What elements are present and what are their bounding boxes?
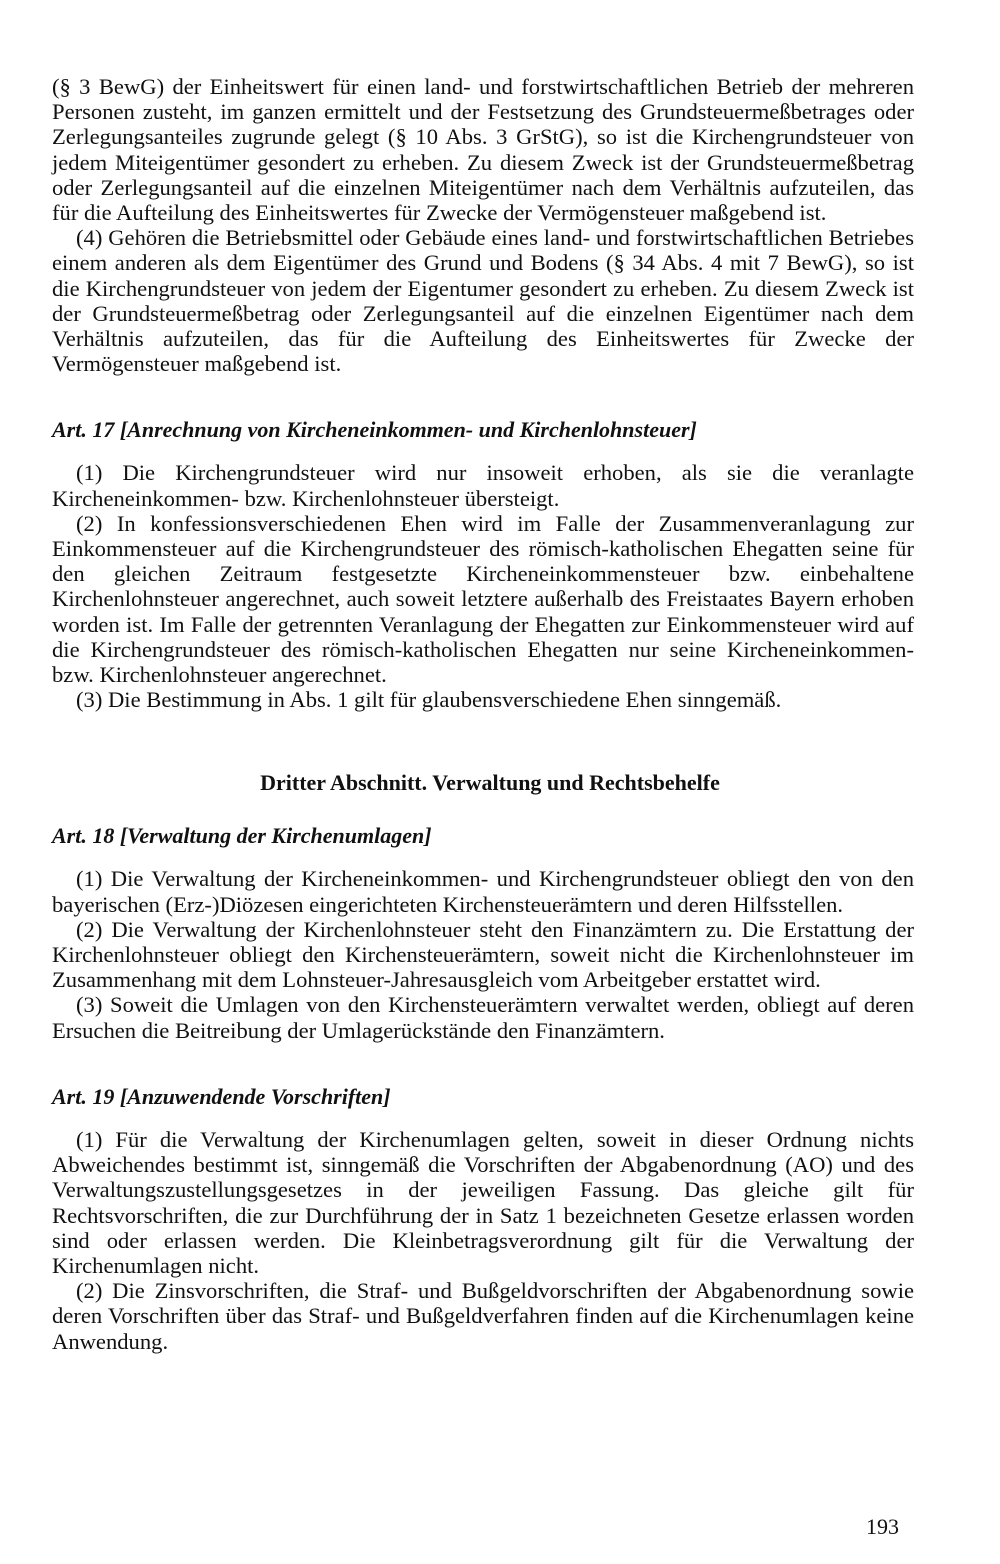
article-18-paragraph-3: (3) Soweit die Umlagen von den Kirchensteuerämtern verwaltet werden, obliegt auf deren Ersuchen die Beitreibung der Umlagerückstände den Finanzämtern. [52, 992, 914, 1043]
article-18-paragraph-1: (1) Die Verwaltung der Kircheneinkommen- und Kirchengrundsteuer obliegt den von den bayerischen (Erz-)Diözesen eingerichteten Kirchensteuerämtern und deren Hilfsstellen. [52, 866, 914, 917]
section-title: Dritter Abschnitt. Verwaltung und Rechtsbehelfe [260, 770, 720, 796]
article-19-paragraph-1: (1) Für die Verwaltung der Kirchenumlagen gelten, soweit in dieser Ordnung nichts Abweichendes bestimmt ist, sinngemäß die Vorschriften der Abgabenordnung (AO) und des Verwaltungszustellungsgesetzes in der jeweiligen Fassung. Das gleiche gilt für Rechtsvorschriften, die zur Durchführung der in Satz 1 bezeichneten Gesetze erlassen worden sind oder erlassen werden. Die Kleinbetragsverordnung gilt für die Verwaltung der Kirchenumlagen nicht. [52, 1126, 914, 1278]
paragraph-4: (4) Gehören die Betriebsmittel oder Gebäude eines land- und forstwirtschaftlichen Betriebes einem anderen als dem Eigentümer des Grund und Bodens (§ 34 Abs. 4 mit 7 BewG), so ist die Kirchengrundsteuer von jedem der Eigentumer gesondert zu erheben. Zu diesem Zweck ist der Grundsteuermeßbetrag oder Zerlegungsanteil auf die einzelnen Eigentümer nach dem Verhältnis aufzuteilen, das für die Aufteilung des Einheitswertes für Zwecke der Vermögensteuer maßgebend ist. [52, 225, 914, 377]
continuation-paragraph: (§ 3 BewG) der Einheitswert für einen land- und forstwirtschaftlichen Betrieb der mehreren Personen zusteht, im ganzen ermittelt und der Festsetzung des Grundsteuermeßbetrages oder Zerlegungsanteiles zugrunde gelegt (§ 10 Abs. 3 GrStG), so ist die Kirchengrundsteuer von jedem Miteigentümer gesondert zu erheben. Zu diesem Zweck ist der Grundsteuermeßbetrag oder Zerlegungsanteil auf die einzelnen Miteigentümer nach dem Verhältnis aufzuteilen, das für die Aufteilung des Einheitswertes für Zwecke der Vermögensteuer maßgebend ist. [52, 74, 914, 226]
article-19-heading: Art. 19 [Anzuwendende Vorschriften] [52, 1083, 391, 1109]
page-body [52, 74, 914, 1354]
page-number: 193 [866, 1514, 899, 1539]
article-17-paragraph-3: (3) Die Bestimmung in Abs. 1 gilt für glaubensverschiedene Ehen sinngemäß. [76, 687, 782, 713]
article-17-heading: Art. 17 [Anrechnung von Kircheneinkommen- und Kirchenlohnsteuer] [52, 417, 697, 443]
article-19-paragraph-2: (2) Die Zinsvorschriften, die Straf- und Bußgeldvorschriften der Abgabenordnung sowie deren Vorschriften über das Straf- und Bußgeldverfahren finden auf die Kirchenumlagen keine Anwendung. [52, 1278, 914, 1354]
article-18-paragraph-2: (2) Die Verwaltung der Kirchenlohnsteuer steht den Finanzämtern zu. Die Erstattung der Kirchenlohnsteuer obliegt den Kirchensteuerämtern, soweit nicht die Kirchenlohnsteuer im Zusammenhang mit dem Lohnsteuer-Jahresausgleich vom Arbeitgeber erstattet wird. [52, 916, 914, 993]
article-17-paragraph-1: (1) Die Kirchengrundsteuer wird nur insoweit erhoben, als sie die veranlagte Kircheneinkommen- bzw. Kirchenlohnsteuer übersteigt. [52, 460, 914, 511]
article-18-heading: Art. 18 [Verwaltung der Kirchenumlagen] [52, 823, 432, 849]
article-17-paragraph-2: (2) In konfessionsverschiedenen Ehen wird im Falle der Zusammenveranlagung zur Einkommensteuer auf die Kirchengrundsteuer des römisch-katholischen Ehegatten seine für den gleichen Zeitraum festgesetzte Kircheneinkommensteuer bzw. einbehaltene Kirchenlohnsteuer angerechnet, auch soweit letztere außerhalb des Freistaates Bayern erhoben worden ist. Im Falle der getrennten Veranlagung der Ehegatten zur Einkommensteuer wird auf die Kirchengrundsteuer des römisch-katholischen Ehegatten nur seine Kircheneinkommen- bzw. Kirchenlohnsteuer angerechnet. [52, 510, 914, 688]
